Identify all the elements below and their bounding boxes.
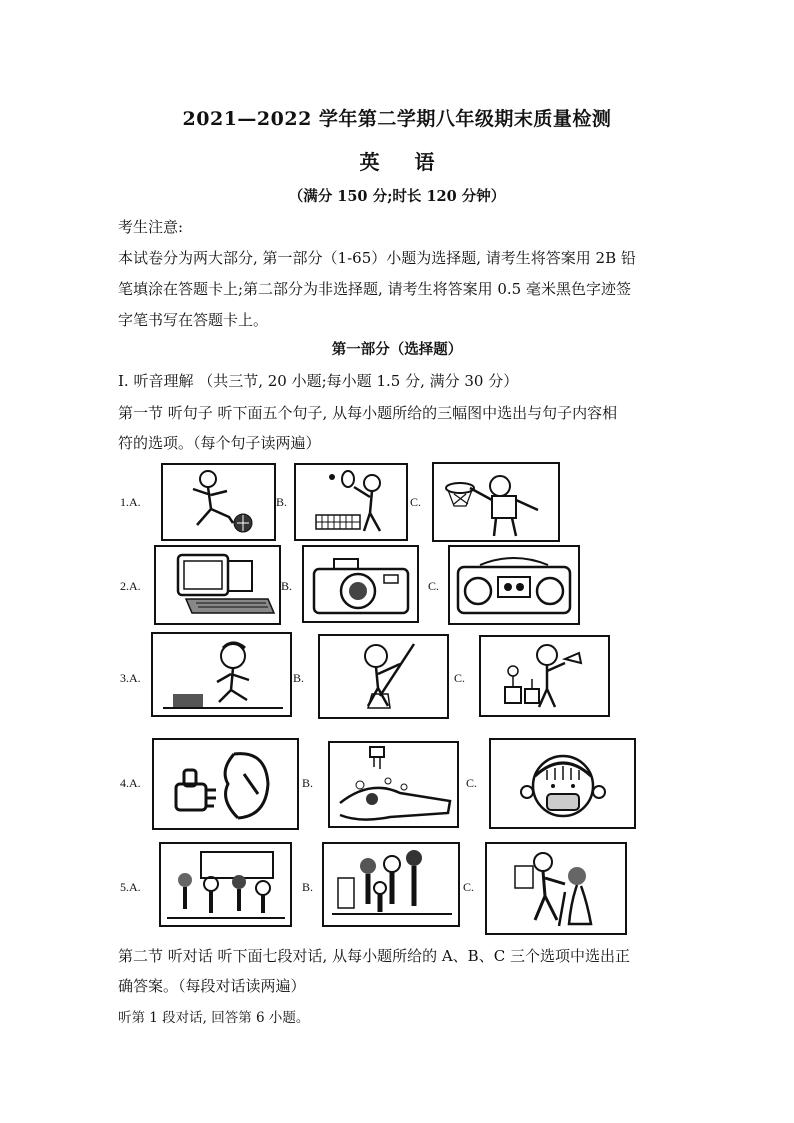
score-info: （满分 150 分;时长 120 分钟）: [288, 188, 506, 205]
notice-line-1: 本试卷分为两大部分, 第一部分（1-65）小题为选择题, 请考生将答案用 2B 铅: [118, 249, 636, 267]
face-mask-girl-icon[interactable]: [489, 738, 636, 829]
q3-label-a: 3.A.: [120, 671, 141, 685]
q1-label-b: B.: [276, 495, 288, 509]
section-one-line-1: 第一节 听句子 听下面五个句子, 从每小题所给的三幅图中选出与句子内容相: [118, 404, 618, 422]
hand-washing-icon[interactable]: [328, 741, 459, 828]
notice-heading: 考生注意:: [118, 218, 184, 236]
q2-label-a: 2.A.: [120, 579, 141, 593]
helping-elderly-icon[interactable]: [485, 842, 627, 935]
q3-label-c: C.: [454, 671, 466, 685]
q5-label-a: 5.A.: [120, 880, 141, 894]
girl-cleaning-icon[interactable]: [151, 632, 292, 717]
q2-label-c: C.: [428, 579, 440, 593]
family-group-icon[interactable]: [322, 842, 460, 927]
crowd-street-icon[interactable]: [159, 842, 292, 927]
q5-label-c: C.: [463, 880, 475, 894]
soccer-player-icon[interactable]: [161, 463, 276, 541]
notice-line-3: 字笔书写在答题卡上。: [118, 311, 269, 329]
q5-label-b: B.: [302, 880, 314, 894]
radio-icon[interactable]: [448, 545, 580, 625]
q1-label-c: C.: [410, 495, 422, 509]
section-two-line-1: 第二节 听对话 听下面七段对话, 从每小题所给的 A、B、C 三个选项中选出正: [118, 947, 630, 965]
notice-line-2: 笔填涂在答题卡上;第二部分为非选择题, 请考生将答案用 0.5 毫米黑色字迹签: [118, 280, 631, 298]
part-one-heading: 第一部分（选择题）: [331, 341, 463, 358]
computer-icon[interactable]: [154, 545, 281, 625]
basketball-player-icon[interactable]: [432, 462, 560, 542]
q4-label-b: B.: [302, 776, 314, 790]
girl-watering-plants-icon[interactable]: [479, 635, 610, 717]
section-two-line-2: 确答案。（每段对话读两遍）: [118, 977, 306, 995]
q1-label-a: 1.A.: [120, 495, 141, 509]
q4-label-c: C.: [466, 776, 478, 790]
section-one-line-2: 符的选项。（每个句子读两遍）: [118, 434, 321, 452]
boy-sweeping-icon[interactable]: [318, 634, 449, 719]
q3-label-b: B.: [293, 671, 305, 685]
q4-label-a: 4.A.: [120, 776, 141, 790]
exam-title: 2021—2022 学年第二学期八年级期末质量检测: [182, 108, 612, 130]
camera-icon[interactable]: [302, 545, 419, 623]
listening-section-title: I. 听音理解 （共三节, 20 小题;每小题 1.5 分, 满分 30 分）: [118, 372, 519, 390]
subject-title: 英 语: [359, 150, 449, 174]
dialogue-instruction: 听第 1 段对话, 回答第 6 小题。: [118, 1010, 310, 1026]
tennis-player-icon[interactable]: [294, 463, 408, 541]
q2-label-b: B.: [281, 579, 293, 593]
no-face-touching-icon[interactable]: [152, 738, 299, 830]
